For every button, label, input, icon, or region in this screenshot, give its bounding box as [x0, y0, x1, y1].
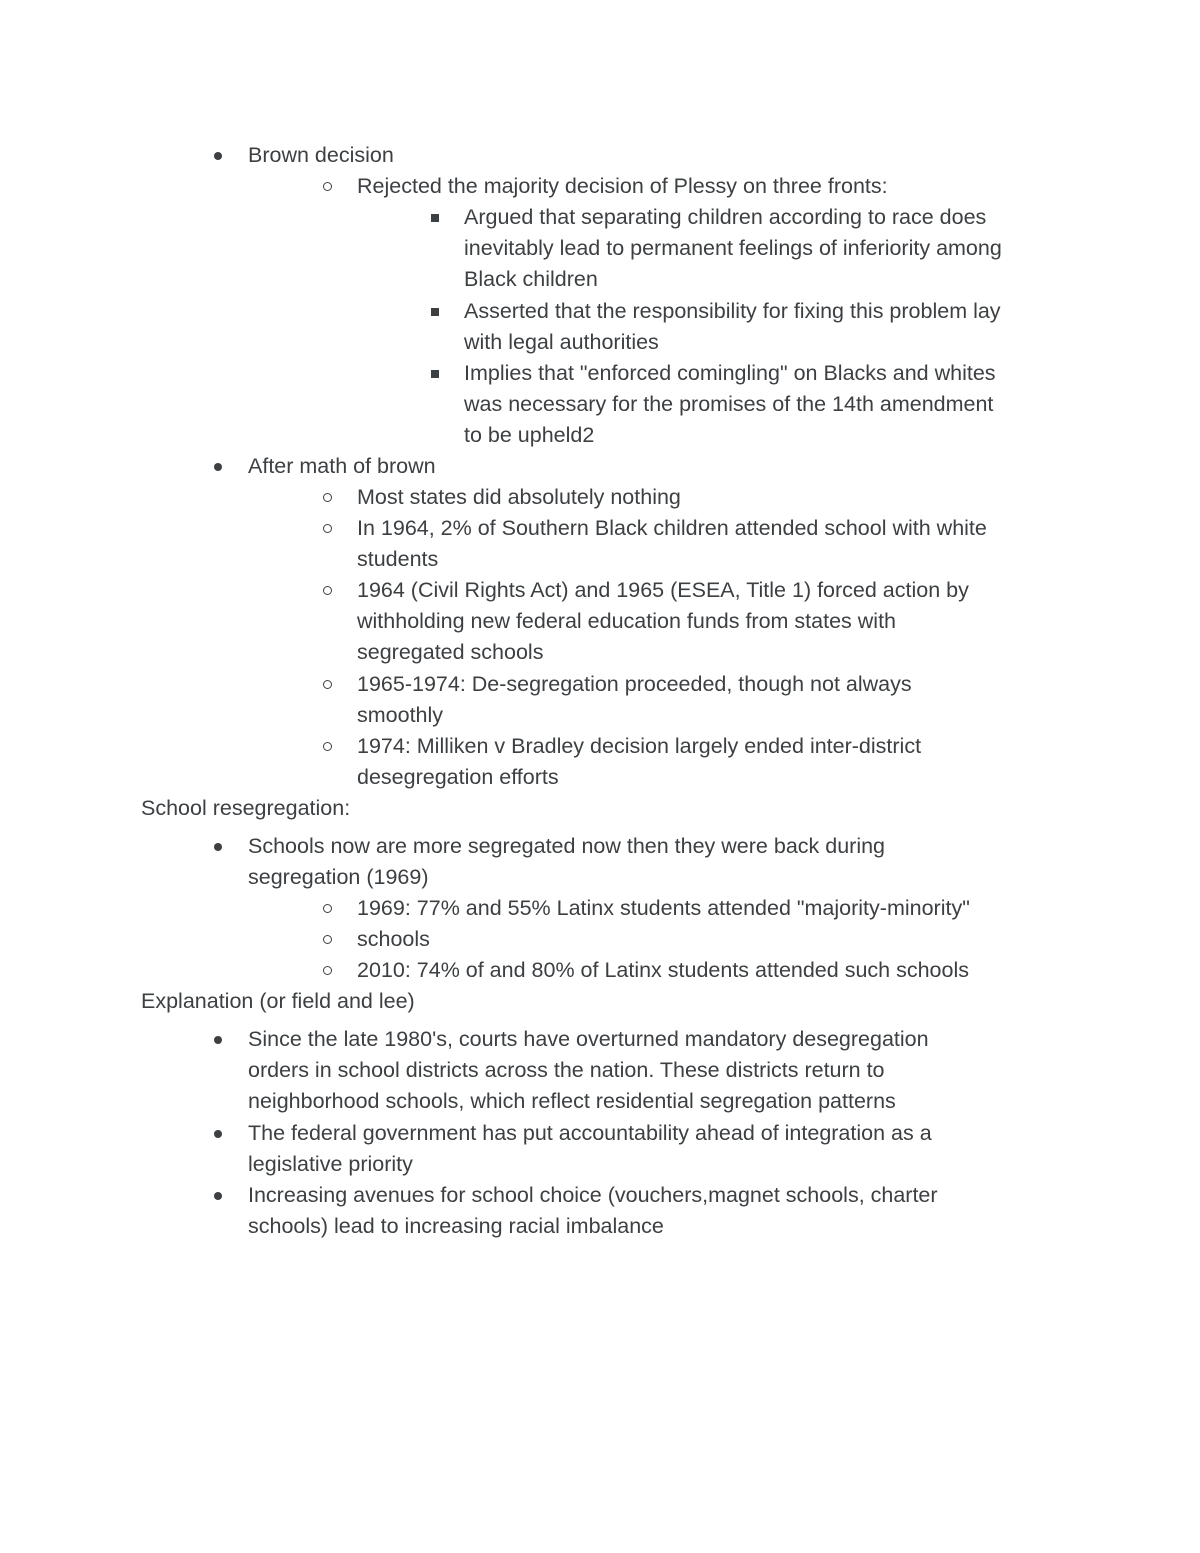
list-item-1969-stats: 1969: 77% and 55% Latinx students attended "majority-minority" — [357, 896, 970, 920]
bullet-circle-icon — [320, 924, 334, 955]
list-item-brown-decision: Brown decision — [248, 143, 394, 167]
list-item-aftermath: After math of brown — [248, 454, 436, 478]
list-item-courts-line2: orders in school districts across the nation. These districts return to — [248, 1058, 885, 1082]
list-item-argued-line1: Argued that separating children according to race does — [464, 205, 987, 229]
bullet-circle-icon — [320, 482, 334, 513]
bullet-dot-icon — [211, 1024, 225, 1055]
list-item-argued-line3: Black children — [464, 267, 598, 291]
list-item-1965-1974-line1: 1965-1974: De-segregation proceeded, though not always — [357, 672, 912, 696]
list-item-federal-line2: legislative priority — [248, 1152, 413, 1176]
section-heading-explanation: Explanation (or field and lee) — [141, 989, 415, 1013]
bullet-dot-icon — [211, 1118, 225, 1149]
bullet-dot-icon — [211, 1180, 225, 1211]
list-item-argued-line2: inevitably lead to permanent feelings of inferiority among — [464, 236, 1002, 260]
list-item-civil-rights-line3: segregated schools — [357, 640, 544, 664]
list-item-choice-line2: schools) lead to increasing racial imbalance — [248, 1214, 664, 1238]
bullet-dot-icon — [211, 451, 225, 482]
bullet-square-icon — [428, 202, 442, 233]
list-item-1964-line1: In 1964, 2% of Southern Black children attended school with white — [357, 516, 987, 540]
list-item-2010-stats: 2010: 74% of and 80% of Latinx students attended such schools — [357, 958, 969, 982]
list-item-federal-line1: The federal government has put accountability ahead of integration as a — [248, 1121, 932, 1145]
list-item-implies-line2: was necessary for the promises of the 14th amendment — [464, 392, 994, 416]
list-item-rejected-plessy: Rejected the majority decision of Plessy on three fronts: — [357, 174, 888, 198]
list-item-milliken-line2: desegregation efforts — [357, 765, 559, 789]
list-item-courts-line1: Since the late 1980's, courts have overturned mandatory desegregation — [248, 1027, 929, 1051]
bullet-circle-icon — [320, 731, 334, 762]
bullet-circle-icon — [320, 575, 334, 606]
bullet-circle-icon — [320, 669, 334, 700]
bullet-square-icon — [428, 358, 442, 389]
list-item-more-segregated-line2: segregation (1969) — [248, 865, 429, 889]
list-item-1964-line2: students — [357, 547, 439, 571]
list-item-civil-rights-line2: withholding new federal education funds from states with — [357, 609, 897, 633]
bullet-square-icon — [428, 296, 442, 327]
bullet-circle-icon — [320, 513, 334, 544]
bullet-dot-icon — [211, 140, 225, 171]
list-item-civil-rights-line1: 1964 (Civil Rights Act) and 1965 (ESEA, Title 1) forced action by — [357, 578, 969, 602]
list-item-implies-line1: Implies that "enforced comingling" on Blacks and whites — [464, 361, 996, 385]
bullet-circle-icon — [320, 893, 334, 924]
list-item-asserted-line2: with legal authorities — [464, 330, 659, 354]
list-item-milliken-line1: 1974: Milliken v Bradley decision largely ended inter-district — [357, 734, 922, 758]
section-heading-resegregation: School resegregation: — [141, 796, 351, 820]
list-item-implies-line3: to be upheld2 — [464, 423, 595, 447]
list-item-choice-line1: Increasing avenues for school choice (vouchers,magnet schools, charter — [248, 1183, 938, 1207]
list-item-most-states: Most states did absolutely nothing — [357, 485, 681, 509]
bullet-dot-icon — [211, 831, 225, 862]
bullet-circle-icon — [320, 171, 334, 202]
list-item-more-segregated-line1: Schools now are more segregated now then they were back during — [248, 834, 886, 858]
bullet-circle-icon — [320, 955, 334, 986]
list-item-asserted-line1: Asserted that the responsibility for fixing this problem lay — [464, 299, 1001, 323]
list-item-courts-line3: neighborhood schools, which reflect residential segregation patterns — [248, 1089, 896, 1113]
list-item-1965-1974-line2: smoothly — [357, 703, 444, 727]
list-item-schools: schools — [357, 927, 430, 951]
